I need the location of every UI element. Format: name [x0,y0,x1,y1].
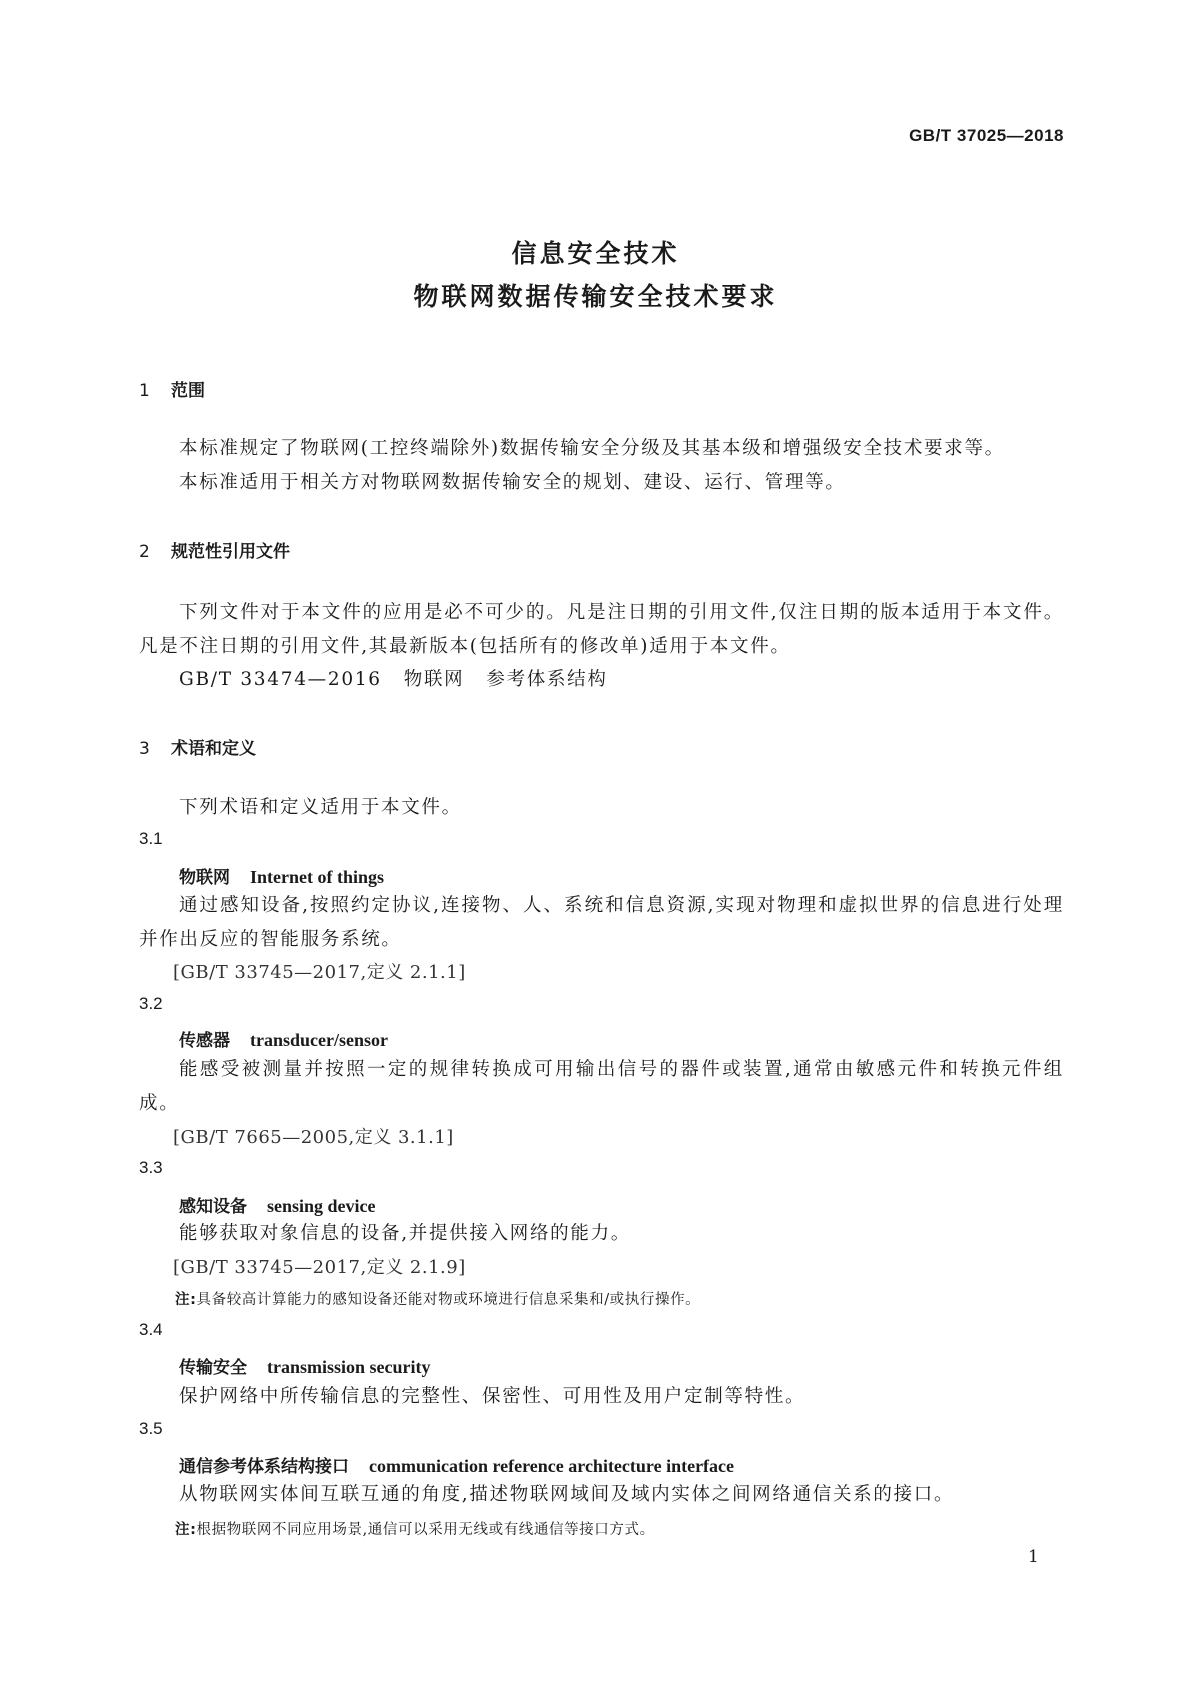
term-zh: 物联网 [179,868,230,888]
section-number: 2 [139,542,150,562]
term-title [179,1452,734,1477]
reference-subtitle: 参考体系结构 [486,669,608,690]
reference-code: GB/T 33474—2016 [179,669,382,690]
term-zh: 感知设备 [179,1197,247,1217]
term-en: transmission security [267,1357,431,1377]
normative-reference [179,663,608,697]
paragraph: 本标准适用于相关方对物联网数据传输安全的规划、建设、运行、管理等。 [179,472,846,493]
term-en: transducer/sensor [250,1030,388,1050]
document-title-line1: 信息安全技术 [511,239,680,268]
term-source: [GB/T 33745—2017,定义 2.1.1] [173,962,466,983]
paragraph: 下列术语和定义适用于本文件。 [179,797,462,818]
clause-number: 3.1 [139,829,163,848]
document-title-line2: 物联网数据传输安全技术要求 [413,282,778,311]
paragraph: 本标准规定了物联网(工控终端除外)数据传输安全分级及其基本级和增强级安全技术要求等。 [179,438,1005,459]
section-title: 规范性引用文件 [171,542,290,562]
term-title [179,1192,376,1217]
note-label: 注: [175,1522,197,1538]
term-en: Internet of things [250,867,384,887]
term-title [179,1353,431,1378]
term-definition: 保护网络中所传输信息的完整性、保密性、可用性及用户定制等特性。 [179,1386,806,1407]
reference-title: 物联网 [403,669,465,690]
note-text: 根据物联网不同应用场景,通信可以采用无线或有线通信等接口方式。 [196,1522,655,1538]
clause-number: 3.2 [139,994,163,1013]
term-title [179,1026,388,1051]
term-title [179,863,384,888]
term-source: [GB/T 7665—2005,定义 3.1.1] [173,1127,454,1148]
section-heading-terms [139,734,256,759]
paragraph: 下列文件对于本文件的应用是必不可少的。凡是注日期的引用文件,仅注日期的版本适用于本文件。凡是不注日期的引用文件,其最新版本(包括所有的修改单)适用于本文件。 [139,602,1064,657]
section-number: 3 [139,739,150,759]
term-zh: 传感器 [179,1031,230,1051]
section-number: 1 [139,381,150,401]
term-zh: 传输安全 [179,1358,247,1378]
note-label: 注: [175,1292,197,1308]
term-en: communication reference architecture interface [369,1456,735,1476]
term-en: sensing device [267,1196,376,1216]
term-definition: 从物联网实体间互联互通的角度,描述物联网域间及域内实体之间网络通信关系的接口。 [179,1484,955,1505]
note-text: 具备较高计算能力的感知设备还能对物或环境进行信息采集和/或执行操作。 [196,1292,701,1308]
page-number: 1 [1028,1547,1039,1567]
term-definition: 能够获取对象信息的设备,并提供接入网络的能力。 [179,1223,631,1244]
term-definition: 能感受被测量并按照一定的规律转换成可用输出信号的器件或装置,通常由敏感元件和转换元件组成。 [139,1059,1064,1114]
term-note [175,1518,655,1539]
term-note [175,1288,700,1309]
section-heading-normative-references [139,537,290,562]
clause-number: 3.5 [139,1419,163,1438]
section-heading-scope [139,376,205,401]
standard-number: GB/T 37025—2018 [909,126,1064,145]
section-title: 术语和定义 [171,739,256,759]
term-source: [GB/T 33745—2017,定义 2.1.9] [173,1257,466,1278]
term-zh: 通信参考体系结构接口 [179,1457,349,1477]
term-definition: 通过感知设备,按照约定协议,连接物、人、系统和信息资源,实现对物理和虚拟世界的信息进行处理并作出反应的智能服务系统。 [139,895,1064,950]
clause-number: 3.4 [139,1320,163,1339]
section-title: 范围 [171,381,205,401]
clause-number: 3.3 [139,1158,163,1177]
